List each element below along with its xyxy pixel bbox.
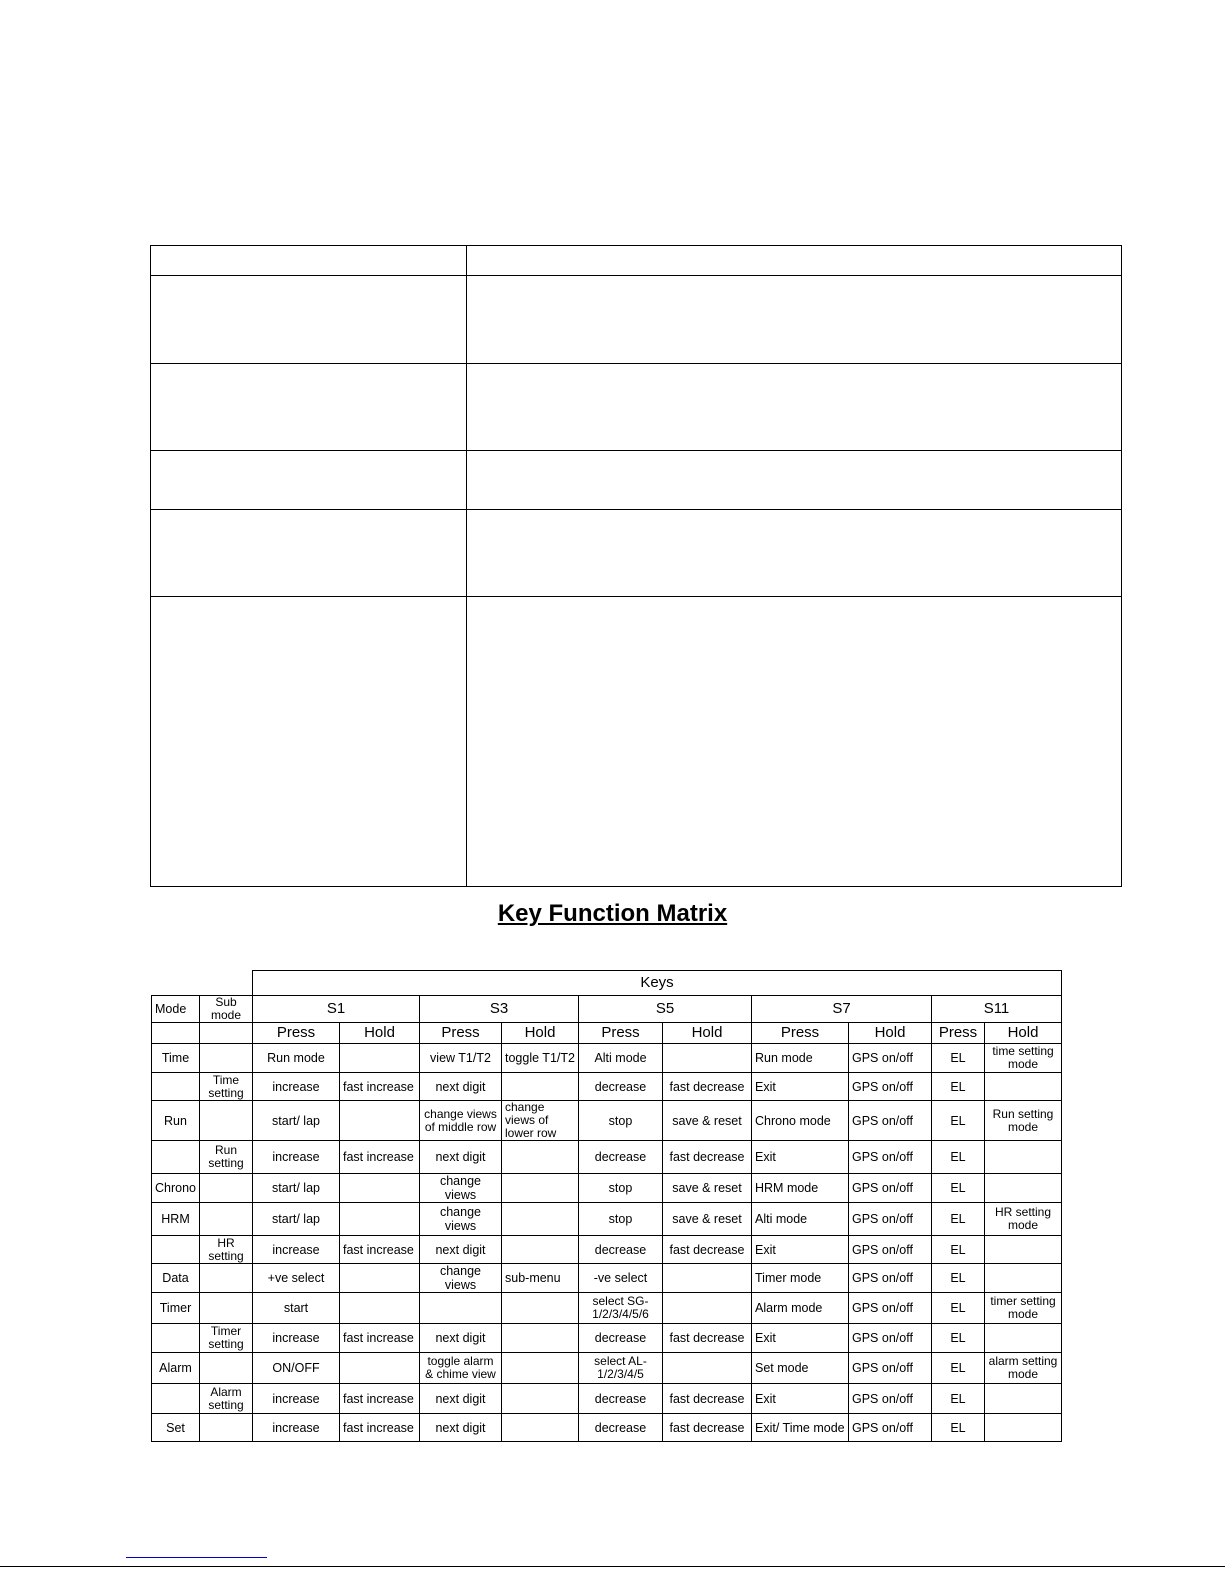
press-header: Press: [932, 1023, 985, 1044]
mode-cell: Timer: [152, 1293, 200, 1324]
mode-cell: Run: [152, 1101, 200, 1141]
function-cell: [502, 1236, 579, 1264]
function-cell: EL: [932, 1414, 985, 1442]
function-cell: GPS on/off: [849, 1141, 932, 1174]
mode-cell: [152, 1236, 200, 1264]
key-function-matrix: [151, 970, 1062, 1442]
hold-header: Hold: [985, 1023, 1062, 1044]
function-cell: change views of lower row: [502, 1101, 579, 1141]
table-row: [152, 1414, 1062, 1442]
submode-cell: [200, 1353, 253, 1384]
function-cell: toggle alarm & chime view: [420, 1353, 502, 1384]
function-cell: time setting mode: [985, 1044, 1062, 1073]
mode-cell: [152, 1073, 200, 1101]
function-cell: select SG-1/2/3/4/5/6: [579, 1293, 663, 1324]
function-cell: GPS on/off: [849, 1073, 932, 1101]
function-cell: [663, 1264, 752, 1293]
function-cell: [502, 1174, 579, 1203]
function-cell: HR setting mode: [985, 1203, 1062, 1236]
function-cell: start/ lap: [253, 1101, 340, 1141]
function-cell: GPS on/off: [849, 1044, 932, 1073]
mode-cell: [152, 1384, 200, 1414]
function-cell: [663, 1044, 752, 1073]
function-cell: [985, 1384, 1062, 1414]
keys-header-row: [152, 971, 1062, 996]
function-cell: EL: [932, 1236, 985, 1264]
function-cell: save & reset: [663, 1174, 752, 1203]
function-cell: [985, 1073, 1062, 1101]
upper-empty-table: [150, 245, 1122, 887]
footer-link-underline: [126, 1557, 267, 1558]
table-cell: [151, 364, 467, 451]
table-row: [152, 1044, 1062, 1073]
table-cell: [467, 597, 1122, 887]
function-cell: change views: [420, 1264, 502, 1293]
function-cell: increase: [253, 1324, 340, 1353]
submode-cell: [200, 1414, 253, 1442]
function-cell: toggle T1/T2: [502, 1044, 579, 1073]
mode-cell: Chrono: [152, 1174, 200, 1203]
table-row: [152, 1324, 1062, 1353]
key-s11-header: S11: [932, 996, 1062, 1023]
function-cell: stop: [579, 1203, 663, 1236]
function-cell: fast decrease: [663, 1324, 752, 1353]
function-cell: EL: [932, 1384, 985, 1414]
function-cell: stop: [579, 1174, 663, 1203]
function-cell: next digit: [420, 1324, 502, 1353]
function-cell: timer setting mode: [985, 1293, 1062, 1324]
function-cell: fast decrease: [663, 1236, 752, 1264]
function-cell: Alarm mode: [752, 1293, 849, 1324]
table-row: [152, 1353, 1062, 1384]
submode-cell: Alarm setting: [200, 1384, 253, 1414]
function-cell: increase: [253, 1384, 340, 1414]
function-cell: fast decrease: [663, 1141, 752, 1174]
table-row: [152, 1293, 1062, 1324]
function-cell: fast decrease: [663, 1414, 752, 1442]
function-cell: next digit: [420, 1236, 502, 1264]
table-row: [152, 1141, 1062, 1174]
function-cell: Exit: [752, 1236, 849, 1264]
key-names-row: [152, 996, 1062, 1023]
function-cell: fast increase: [340, 1324, 420, 1353]
table-cell: [467, 246, 1122, 276]
function-cell: fast increase: [340, 1414, 420, 1442]
submode-cell: [200, 1044, 253, 1073]
function-cell: [985, 1236, 1062, 1264]
function-cell: [502, 1293, 579, 1324]
mode-cell: Alarm: [152, 1353, 200, 1384]
function-cell: next digit: [420, 1073, 502, 1101]
mode-cell: [152, 1324, 200, 1353]
function-cell: view T1/T2: [420, 1044, 502, 1073]
function-cell: Exit/ Time mode: [752, 1414, 849, 1442]
table-row: [152, 1203, 1062, 1236]
submode-cell: Run setting: [200, 1141, 253, 1174]
table-cell: [151, 597, 467, 887]
function-cell: fast decrease: [663, 1384, 752, 1414]
submode-cell: Timer setting: [200, 1324, 253, 1353]
function-cell: sub-menu: [502, 1264, 579, 1293]
function-cell: decrease: [579, 1073, 663, 1101]
function-cell: stop: [579, 1101, 663, 1141]
keys-header: Keys: [253, 971, 1062, 996]
mode-cell: Time: [152, 1044, 200, 1073]
function-cell: [985, 1174, 1062, 1203]
function-cell: Exit: [752, 1384, 849, 1414]
function-cell: [340, 1174, 420, 1203]
function-cell: increase: [253, 1141, 340, 1174]
function-cell: EL: [932, 1264, 985, 1293]
key-s1-header: S1: [253, 996, 420, 1023]
table-row: [152, 1264, 1062, 1293]
press-header: Press: [579, 1023, 663, 1044]
function-cell: EL: [932, 1174, 985, 1203]
function-cell: EL: [932, 1101, 985, 1141]
function-cell: change views of middle row: [420, 1101, 502, 1141]
function-cell: Alti mode: [579, 1044, 663, 1073]
function-cell: [502, 1353, 579, 1384]
function-cell: ON/OFF: [253, 1353, 340, 1384]
function-cell: decrease: [579, 1236, 663, 1264]
function-cell: [420, 1293, 502, 1324]
empty-corner: [200, 971, 253, 996]
table-row: [152, 1236, 1062, 1264]
function-cell: +ve select: [253, 1264, 340, 1293]
function-cell: GPS on/off: [849, 1353, 932, 1384]
table-cell: [151, 510, 467, 597]
submode-header: Sub mode: [200, 996, 253, 1023]
function-cell: [340, 1101, 420, 1141]
function-cell: alarm setting mode: [985, 1353, 1062, 1384]
press-header: Press: [752, 1023, 849, 1044]
function-cell: next digit: [420, 1141, 502, 1174]
function-cell: decrease: [579, 1384, 663, 1414]
function-cell: GPS on/off: [849, 1414, 932, 1442]
function-cell: increase: [253, 1414, 340, 1442]
function-cell: [340, 1293, 420, 1324]
hold-header: Hold: [340, 1023, 420, 1044]
key-s5-header: S5: [579, 996, 752, 1023]
press-hold-row: [152, 1023, 1062, 1044]
empty-cell: [200, 1023, 253, 1044]
function-cell: [502, 1384, 579, 1414]
function-cell: [663, 1293, 752, 1324]
function-cell: Run setting mode: [985, 1101, 1062, 1141]
function-cell: decrease: [579, 1324, 663, 1353]
table-row: [152, 1384, 1062, 1414]
function-cell: change views: [420, 1174, 502, 1203]
table-cell: [467, 451, 1122, 510]
mode-cell: HRM: [152, 1203, 200, 1236]
function-cell: GPS on/off: [849, 1293, 932, 1324]
function-cell: [340, 1044, 420, 1073]
press-header: Press: [420, 1023, 502, 1044]
function-cell: Chrono mode: [752, 1101, 849, 1141]
mode-cell: Data: [152, 1264, 200, 1293]
function-cell: GPS on/off: [849, 1264, 932, 1293]
function-cell: GPS on/off: [849, 1324, 932, 1353]
hold-header: Hold: [849, 1023, 932, 1044]
function-cell: EL: [932, 1141, 985, 1174]
empty-cell: [152, 1023, 200, 1044]
function-cell: Exit: [752, 1324, 849, 1353]
table-row: [152, 1174, 1062, 1203]
function-cell: [985, 1414, 1062, 1442]
table-row: [152, 1101, 1062, 1141]
function-cell: fast increase: [340, 1141, 420, 1174]
function-cell: next digit: [420, 1384, 502, 1414]
submode-cell: HR setting: [200, 1236, 253, 1264]
function-cell: GPS on/off: [849, 1203, 932, 1236]
submode-cell: [200, 1264, 253, 1293]
submode-cell: Time setting: [200, 1073, 253, 1101]
submode-cell: [200, 1293, 253, 1324]
function-cell: Set mode: [752, 1353, 849, 1384]
function-cell: EL: [932, 1353, 985, 1384]
mode-cell: Set: [152, 1414, 200, 1442]
empty-corner: [152, 971, 200, 996]
function-cell: [340, 1203, 420, 1236]
table-cell: [467, 276, 1122, 364]
function-cell: [502, 1324, 579, 1353]
submode-cell: [200, 1203, 253, 1236]
function-cell: [985, 1141, 1062, 1174]
function-cell: fast increase: [340, 1384, 420, 1414]
function-cell: Alti mode: [752, 1203, 849, 1236]
function-cell: [663, 1353, 752, 1384]
hold-header: Hold: [502, 1023, 579, 1044]
function-cell: [502, 1203, 579, 1236]
mode-cell: [152, 1141, 200, 1174]
function-cell: EL: [932, 1324, 985, 1353]
function-cell: fast decrease: [663, 1073, 752, 1101]
function-cell: [340, 1264, 420, 1293]
function-cell: [502, 1141, 579, 1174]
function-cell: start/ lap: [253, 1174, 340, 1203]
function-cell: [340, 1353, 420, 1384]
function-cell: EL: [932, 1203, 985, 1236]
table-row: [152, 1073, 1062, 1101]
function-cell: Run mode: [253, 1044, 340, 1073]
function-cell: EL: [932, 1073, 985, 1101]
function-cell: EL: [932, 1044, 985, 1073]
function-cell: increase: [253, 1236, 340, 1264]
function-cell: [502, 1073, 579, 1101]
mode-header: Mode: [152, 996, 200, 1023]
function-cell: Exit: [752, 1141, 849, 1174]
function-cell: -ve select: [579, 1264, 663, 1293]
function-cell: select AL-1/2/3/4/5: [579, 1353, 663, 1384]
function-cell: Run mode: [752, 1044, 849, 1073]
table-cell: [151, 246, 467, 276]
function-cell: fast increase: [340, 1073, 420, 1101]
function-cell: start: [253, 1293, 340, 1324]
submode-cell: [200, 1101, 253, 1141]
function-cell: Exit: [752, 1073, 849, 1101]
function-cell: fast increase: [340, 1236, 420, 1264]
function-cell: save & reset: [663, 1101, 752, 1141]
footer-rule: [0, 1566, 1225, 1567]
function-cell: [502, 1414, 579, 1442]
function-cell: next digit: [420, 1414, 502, 1442]
function-cell: GPS on/off: [849, 1384, 932, 1414]
function-cell: change views: [420, 1203, 502, 1236]
function-cell: increase: [253, 1073, 340, 1101]
function-cell: save & reset: [663, 1203, 752, 1236]
function-cell: GPS on/off: [849, 1174, 932, 1203]
function-cell: Timer mode: [752, 1264, 849, 1293]
key-s3-header: S3: [420, 996, 579, 1023]
function-cell: start/ lap: [253, 1203, 340, 1236]
table-cell: [151, 276, 467, 364]
function-cell: EL: [932, 1293, 985, 1324]
submode-cell: [200, 1174, 253, 1203]
function-cell: GPS on/off: [849, 1236, 932, 1264]
function-cell: [985, 1324, 1062, 1353]
hold-header: Hold: [663, 1023, 752, 1044]
function-cell: GPS on/off: [849, 1101, 932, 1141]
function-cell: [985, 1264, 1062, 1293]
press-header: Press: [253, 1023, 340, 1044]
key-s7-header: S7: [752, 996, 932, 1023]
function-cell: HRM mode: [752, 1174, 849, 1203]
table-cell: [467, 364, 1122, 451]
function-cell: decrease: [579, 1141, 663, 1174]
function-cell: decrease: [579, 1414, 663, 1442]
page-title: Key Function Matrix: [497, 900, 728, 927]
table-cell: [467, 510, 1122, 597]
table-cell: [151, 451, 467, 510]
